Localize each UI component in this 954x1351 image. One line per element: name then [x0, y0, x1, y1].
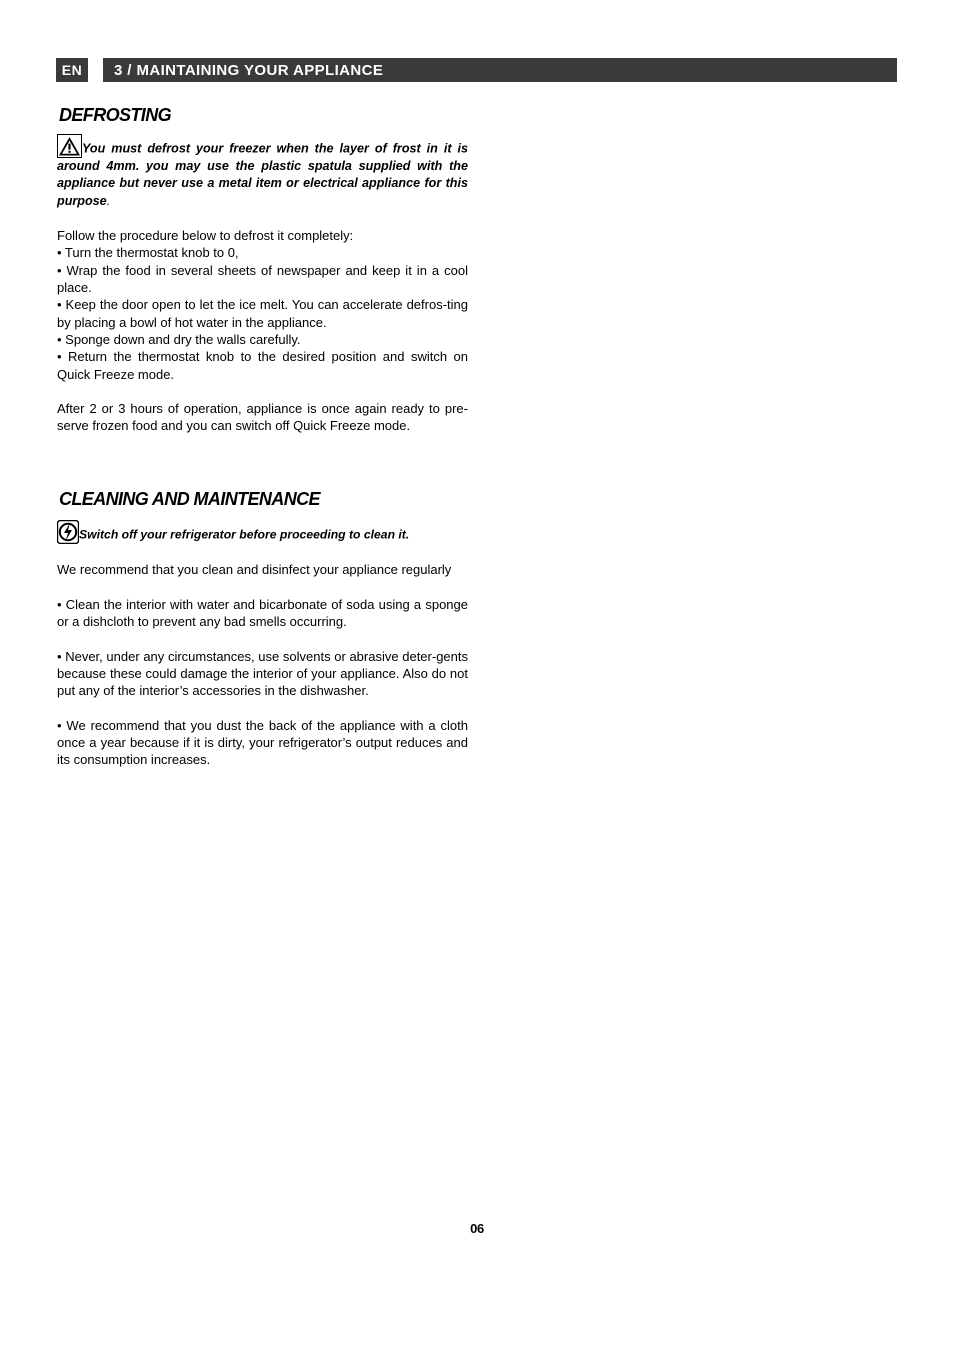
cleaning-intro: We recommend that you clean and disinfect your appliance regularly [57, 562, 452, 578]
list-item: • Return the thermostat knob to the desired position and switch on Quick Freeze mode. [57, 349, 468, 382]
page-number: 06 [470, 1221, 484, 1236]
language-badge: EN [56, 58, 88, 82]
list-item: • Clean the interior with water and bicarbonate of soda using a sponge or a dishcloth to prevent any bad smells occurring. [57, 596, 468, 629]
cleaning-heading: CLEANING AND MAINTENANCE [59, 488, 320, 509]
defrosting-intro: Follow the procedure below to defrost it completely: [57, 228, 354, 244]
main-content [57, 103, 468, 769]
defrosting-warning-period: . [106, 193, 111, 208]
list-item: • We recommend that you dust the back of the appliance with a cloth once a year because if it is dirty, your refrigerator’s output reduces and its consumption increases. [57, 717, 468, 768]
warning-triangle-icon [57, 134, 82, 158]
list-item: • Wrap the food in several sheets of newspaper and keep it in a cool place. [57, 262, 468, 296]
cleaning-warning-text: Switch off your refrigerator before proceeding to clean it. [79, 527, 410, 542]
list-item: • Keep the door open to let the ice melt. You can accelerate defros-ting by placing a bowl of hot water in the appliance. [57, 297, 468, 330]
list-item: • Turn the thermostat knob to 0, [57, 245, 239, 261]
defrosting-procedure [57, 227, 468, 383]
section-title-bar [103, 58, 897, 82]
section-title: 3 / MAINTAINING YOUR APPLIANCE [114, 61, 384, 79]
list-item: • Sponge down and dry the walls carefully. [57, 331, 301, 347]
list-item: • Never, under any circumstances, use solvents or abrasive deter-gents because these could damage the interior of your appliance. Also do not put any of the interior’s accessories in the dishwasher. [57, 648, 468, 699]
defrosting-warning [57, 134, 468, 210]
defrosting-heading: DEFROSTING [59, 105, 172, 125]
defrosting-after-text: After 2 or 3 hours of operation, appliance is once again ready to pre-serve frozen food and you can switch off Quick Freeze mode. [57, 401, 468, 434]
defrosting-warning-text: You must defrost your freezer when the layer of frost in it is around 4mm. you may use the plastic spatula supplied with the appliance but never use a metal item or electrical appliance for this purpose [57, 141, 468, 208]
cleaning-warning [57, 520, 468, 544]
electric-hazard-icon [57, 520, 79, 544]
